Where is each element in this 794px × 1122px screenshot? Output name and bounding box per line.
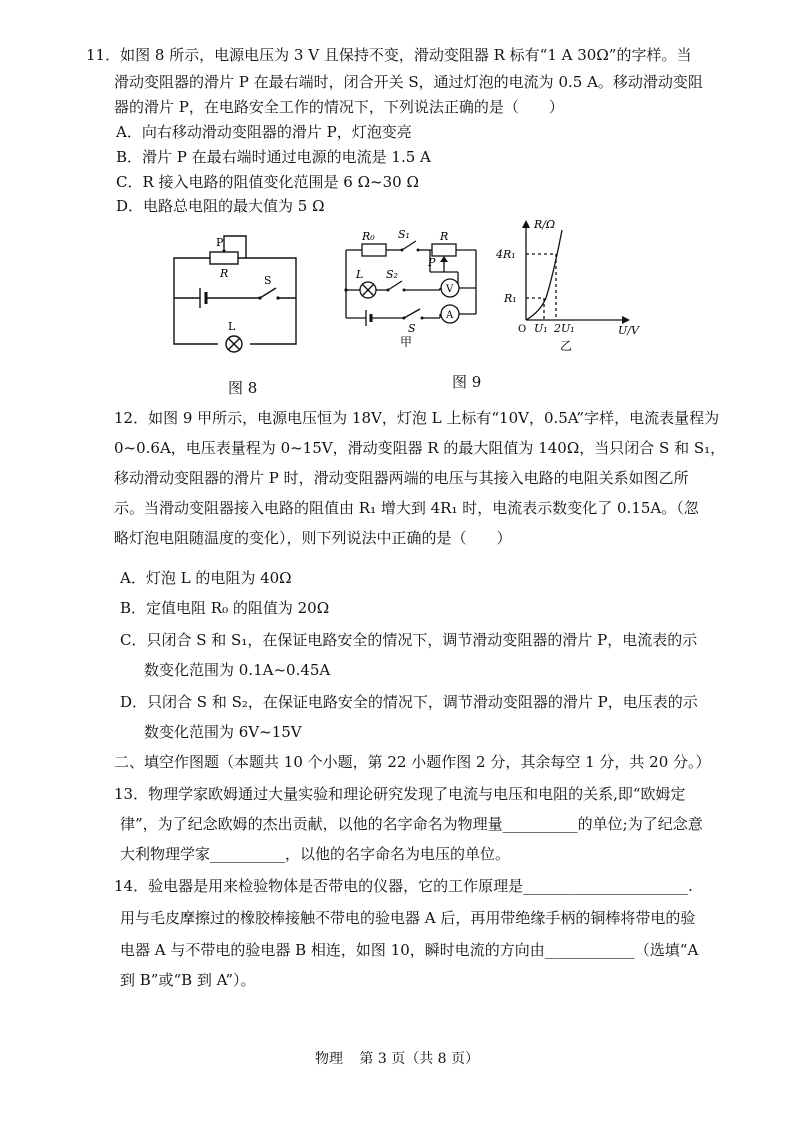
q11-stem-line-3: 器的滑片 P，在电路安全工作的情况下，下列说法正确的是（ ） — [114, 98, 564, 116]
q12-stem-line-1: 12．如图 9 甲所示，电源电压恒为 18V，灯泡 L 上标有“10V，0.5A”字样，电流表量程为 — [114, 409, 720, 427]
fig9-jia-label-p: P — [428, 256, 436, 269]
fig9-yi-ylabel: R/Ω — [534, 218, 556, 231]
q14-line-3: 电器 A 与不带电的验电器 B 相连，如图 10，瞬时电流的方向由____________（选填“A — [120, 941, 699, 959]
q11-option-a: A．向右移动滑动变阻器的滑片 P，灯泡变亮 — [116, 123, 412, 141]
q11-option-c: C．R 接入电路的阻值变化范围是 6 Ω~30 Ω — [116, 173, 419, 191]
q11-option-b: B．滑片 P 在最右端时通过电源的电流是 1.5 A — [116, 148, 431, 166]
figure-8-caption: 图 8 — [228, 379, 258, 397]
fig9-yi-origin: O — [518, 324, 527, 335]
fig9-jia-label: 甲 — [400, 335, 413, 348]
q12-stem-line-5: 略灯泡电阻随温度的变化），则下列说法中正确的是（ ） — [114, 529, 512, 547]
q12-option-c-line-2: 数变化范围为 0.1A~0.45A — [144, 661, 331, 679]
figure-9-yi-graph — [496, 216, 656, 358]
q12-option-b: B．定值电阻 R₀ 的阻值为 20Ω — [120, 599, 330, 617]
fig9-jia-label-s1: S₁ — [398, 228, 410, 241]
fig9-yi-xlabel: U/V — [618, 324, 639, 337]
q12-stem-line-3: 移动滑动变阻器的滑片 P 时，滑动变阻器两端的电压与其接入电路的电阻关系如图乙所 — [114, 469, 689, 487]
section-2-title: 二、填空作图题（本题共 10 个小题，第 22 小题作图 2 分，其余每空 1 分，共 20 分。） — [114, 753, 711, 771]
q13-line-1: 13．物理学家欧姆通过大量实验和理论研究发现了电流与电压和电阻的关系,即“欧姆定 — [114, 785, 686, 803]
q11-option-d: D．电路总电阻的最大值为 5 Ω — [116, 197, 325, 215]
footer-page-number: 第 3 页（共 8 页） — [359, 1051, 480, 1067]
fig9-jia-ammeter-a: A — [446, 310, 454, 321]
fig9-yi-ytick-r1: R₁ — [504, 292, 517, 305]
fig9-jia-label-s2: S₂ — [386, 268, 398, 281]
fig9-jia-label-s: S — [408, 322, 416, 335]
fig9-yi-xtick-u1: U₁ — [534, 322, 548, 335]
fig9-yi-label: 乙 — [560, 339, 573, 353]
figure-9-jia-circuit — [340, 226, 488, 348]
q12-stem-line-4: 示。当滑动变阻器接入电路的阻值由 R₁ 增大到 4R₁ 时，电流表示数变化了 0.15A。（忽 — [114, 499, 699, 517]
q12-option-a: A．灯泡 L 的电阻为 40Ω — [120, 569, 292, 587]
q12-option-c-line-1: C．只闭合 S 和 S₁，在保证电路安全的情况下，调节滑动变阻器的滑片 P，电流表的示 — [120, 631, 698, 649]
fig8-label-l: L — [228, 320, 236, 333]
q13-line-3: 大利物理学家__________，以他的名字命名为电压的单位。 — [120, 845, 511, 863]
q12-stem-line-2: 0~0.6A，电压表量程为 0~15V，滑动变阻器 R 的最大阻值为 140Ω，当只闭合 S 和 S₁， — [114, 439, 726, 457]
q14-line-4: 到 B”或“B 到 A”）。 — [120, 971, 256, 989]
fig9-yi-ytick-4r1: 4R₁ — [496, 248, 516, 261]
page-footer — [0, 1048, 794, 1068]
figure-8-circuit — [168, 232, 308, 360]
q12-option-d-line-1: D．只闭合 S 和 S₂，在保证电路安全的情况下，调节滑动变阻器的滑片 P，电压表的示 — [120, 693, 698, 711]
q12-option-d-line-2: 数变化范围为 6V~15V — [144, 723, 302, 741]
q13-line-2: 律”，为了纪念欧姆的杰出贡献，以他的名字命名为物理量__________的单位;为了纪念意 — [120, 815, 703, 833]
fig8-label-s: S — [264, 274, 272, 287]
fig9-jia-voltmeter-v: V — [446, 284, 454, 295]
fig8-label-p: P — [216, 236, 224, 249]
fig9-jia-label-r: R — [440, 230, 449, 243]
fig8-label-r: R — [220, 267, 229, 280]
q14-line-2: 用与毛皮摩擦过的橡胶棒接触不带电的验电器 A 后，再用带绝缘手柄的铜棒将带电的验 — [120, 909, 696, 927]
footer-subject: 物理 — [314, 1051, 343, 1067]
fig9-yi-xtick-2u1: 2U₁ — [554, 322, 575, 335]
figure-9-caption: 图 9 — [452, 373, 482, 391]
fig9-jia-label-l: L — [356, 268, 364, 281]
q14-line-1: 14．验电器是用来检验物体是否带电的仪器，它的工作原理是______________________. — [114, 877, 693, 895]
q11-stem-line-1: 11．如图 8 所示，电源电压为 3 V 且保持不变，滑动变阻器 R 标有“1 A 30Ω”的字样。当 — [86, 46, 692, 64]
fig9-jia-label-r0: R₀ — [362, 230, 375, 243]
q11-stem-line-2: 滑动变阻器的滑片 P 在最右端时，闭合开关 S，通过灯泡的电流为 0.5 A。移动滑动变阻 — [114, 73, 703, 91]
